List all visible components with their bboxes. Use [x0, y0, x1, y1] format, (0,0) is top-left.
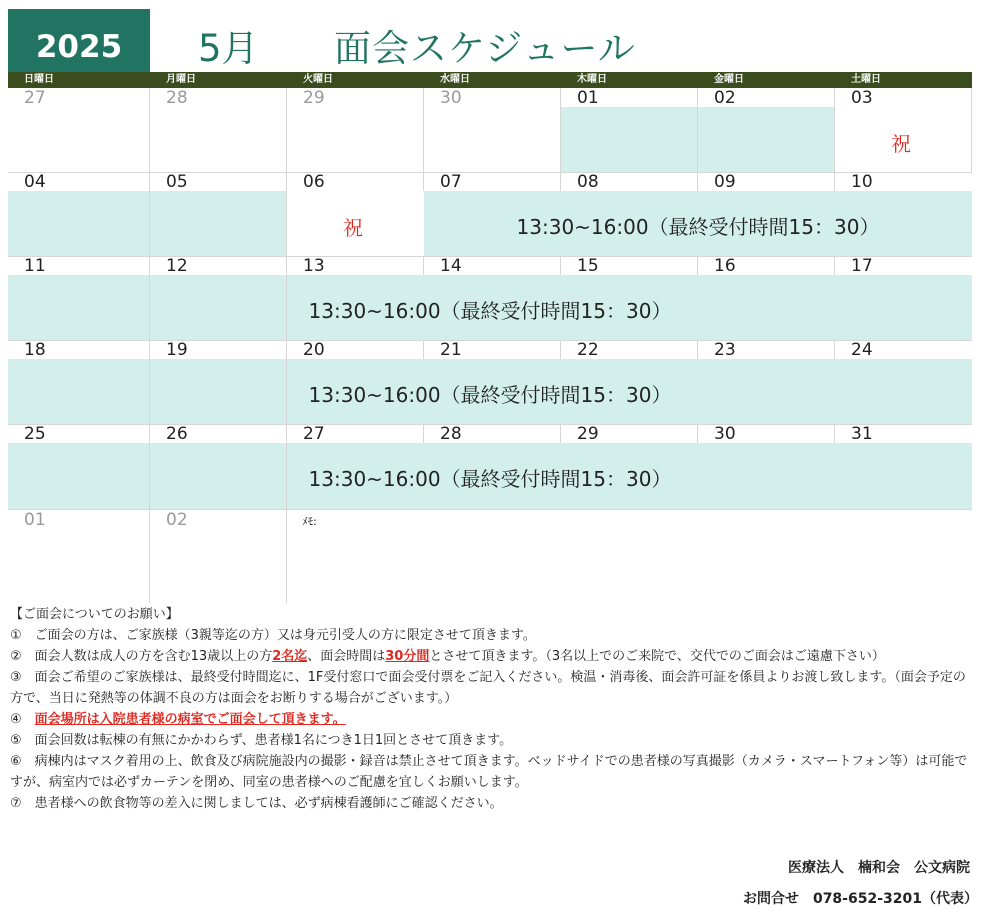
- grid-line: [149, 88, 150, 603]
- note-2-text: 、面会時間は: [307, 649, 386, 664]
- date-cell: 10: [851, 172, 873, 192]
- date-cell: 03: [851, 88, 873, 108]
- date-cell: 27: [303, 424, 325, 444]
- date-cell: 06: [303, 172, 325, 192]
- contact-phone: お問合せ 078-652-3201（代表）: [742, 891, 978, 907]
- date-cell: 16: [714, 256, 736, 276]
- grid-line: [834, 256, 835, 275]
- grid-line: [834, 88, 835, 172]
- grid-line: [423, 88, 424, 172]
- date-cell: 28: [440, 424, 462, 444]
- year-label: 2025: [8, 9, 150, 72]
- grid-line: [697, 424, 698, 443]
- grid-line: [834, 424, 835, 443]
- grid-line: [8, 256, 972, 257]
- page-title: 面会スケジュール: [334, 27, 636, 70]
- weekday-sun: 日曜日: [24, 74, 54, 85]
- visit-band-week2-left: [8, 191, 287, 256]
- visiting-notes: [10, 604, 972, 814]
- grid-line: [697, 340, 698, 359]
- grid-line: [423, 256, 424, 275]
- date-cell: 30: [440, 88, 462, 108]
- grid-line: [8, 172, 972, 173]
- weekday-mon: 月曜日: [166, 74, 196, 85]
- date-cell: 23: [714, 340, 736, 360]
- date-cell: 28: [166, 88, 188, 108]
- grid-line: [560, 256, 561, 275]
- date-cell: 27: [24, 88, 46, 108]
- note-4-number: ④: [10, 712, 35, 727]
- month-label: 5月: [198, 27, 259, 70]
- grid-line: [560, 340, 561, 359]
- date-cell: 19: [166, 340, 188, 360]
- note-3: ③ 面会ご希望のご家族様は、最終受付時間迄に、1F受付窓口で面会受付票をご記入ください。検温・消毒後、面会許可証を係員よりお渡し致します。（面会予定の方で、当日に発熱等の体調不良の方は面会をお断りする場合がございます。）: [10, 670, 966, 706]
- date-cell: 14: [440, 256, 462, 276]
- date-cell: 12: [166, 256, 188, 276]
- hospital-name: 医療法人 楠和会 公文病院: [788, 860, 970, 876]
- note-2-duration: 30分間: [385, 649, 430, 664]
- note-2: [10, 646, 972, 667]
- holiday-mark: 祝: [891, 132, 911, 156]
- date-cell: 21: [440, 340, 462, 360]
- grid-line: [560, 88, 561, 172]
- date-cell: 26: [166, 424, 188, 444]
- notes-heading: 【ご面会についてのお願い】: [10, 607, 179, 622]
- weekday-wed: 水曜日: [440, 74, 470, 85]
- date-cell: 05: [166, 172, 188, 192]
- note-7: ⑦ 患者様への飲食物等の差入に関しましては、必ず病棟看護師にご確認ください。: [10, 796, 503, 811]
- holiday-mark: 祝: [343, 216, 363, 240]
- grid-line: [697, 88, 698, 172]
- note-4: [10, 709, 972, 730]
- note-5: ⑤ 面会回数は転棟の有無にかかわらず、患者様1名につき1日1回とさせて頂きます。: [10, 733, 513, 748]
- note-1: ① ご面会の方は、ご家族様（3親等迄の方）又は身元引受人の方に限定させて頂きます。: [10, 628, 536, 643]
- note-2-text: とさせて頂きます。（3名以上でのご来院で、交代でのご面会はご遠慮下さい）: [429, 649, 885, 664]
- date-cell: 22: [577, 340, 599, 360]
- memo-label: ﾒﾓ:: [302, 515, 317, 528]
- visiting-hours-text: 13:30~16:00（最終受付時間15：30）: [308, 299, 672, 323]
- note-2-limit: 2名迄: [272, 649, 308, 664]
- date-cell: 09: [714, 172, 736, 192]
- date-cell: 02: [166, 510, 188, 530]
- date-cell: 30: [714, 424, 736, 444]
- grid-line: [423, 424, 424, 443]
- note-2-text: ② 面会人数は成人の方を含む13歳以上の方: [10, 649, 273, 664]
- date-cell: 13: [303, 256, 325, 276]
- date-cell: 24: [851, 340, 873, 360]
- date-cell: 17: [851, 256, 873, 276]
- grid-line: [560, 424, 561, 443]
- date-cell: 04: [24, 172, 46, 192]
- weekday-tue: 火曜日: [303, 74, 333, 85]
- grid-line: [560, 172, 561, 191]
- visiting-hours-text: 13:30~16:00（最終受付時間15：30）: [308, 467, 672, 491]
- date-cell: 15: [577, 256, 599, 276]
- date-cell: 01: [24, 510, 46, 530]
- grid-line: [423, 340, 424, 359]
- date-cell: 25: [24, 424, 46, 444]
- date-cell: 20: [303, 340, 325, 360]
- grid-line: [697, 172, 698, 191]
- note-6: ⑥ 病棟内はマスク着用の上、飲食及び病院施設内の撮影・録音は禁止させて頂きます。ベッドサイドでの患者様の写真撮影（カメラ・スマートフォン等）は可能ですが、病室内では必ずカーテンを閉め、同室の患者様へのご配慮を宜しくお願いします。: [10, 754, 968, 790]
- visit-band-week1: [561, 107, 835, 172]
- grid-line: [286, 88, 287, 603]
- grid-line: [8, 509, 972, 510]
- date-cell: 11: [24, 256, 46, 276]
- date-cell: 31: [851, 424, 873, 444]
- grid-line: [8, 340, 972, 341]
- date-cell: 07: [440, 172, 462, 192]
- note-4-text: 面会場所は入院患者様の病室でご面会して頂きます。: [34, 712, 346, 727]
- grid-line: [697, 256, 698, 275]
- weekday-fri: 金曜日: [714, 74, 744, 85]
- grid-line: [8, 424, 972, 425]
- date-cell: 18: [24, 340, 46, 360]
- date-cell: 08: [577, 172, 599, 192]
- weekday-sat: 土曜日: [851, 74, 881, 85]
- grid-line: [834, 172, 835, 191]
- date-cell: 01: [577, 88, 599, 108]
- grid-line: [971, 88, 972, 172]
- grid-line: [423, 172, 424, 191]
- visiting-hours-text: 13:30~16:00（最終受付時間15：30）: [516, 215, 880, 239]
- weekday-thu: 木曜日: [577, 74, 607, 85]
- date-cell: 02: [714, 88, 736, 108]
- grid-line: [834, 340, 835, 359]
- date-cell: 29: [577, 424, 599, 444]
- date-cell: 29: [303, 88, 325, 108]
- visiting-hours-text: 13:30~16:00（最終受付時間15：30）: [308, 383, 672, 407]
